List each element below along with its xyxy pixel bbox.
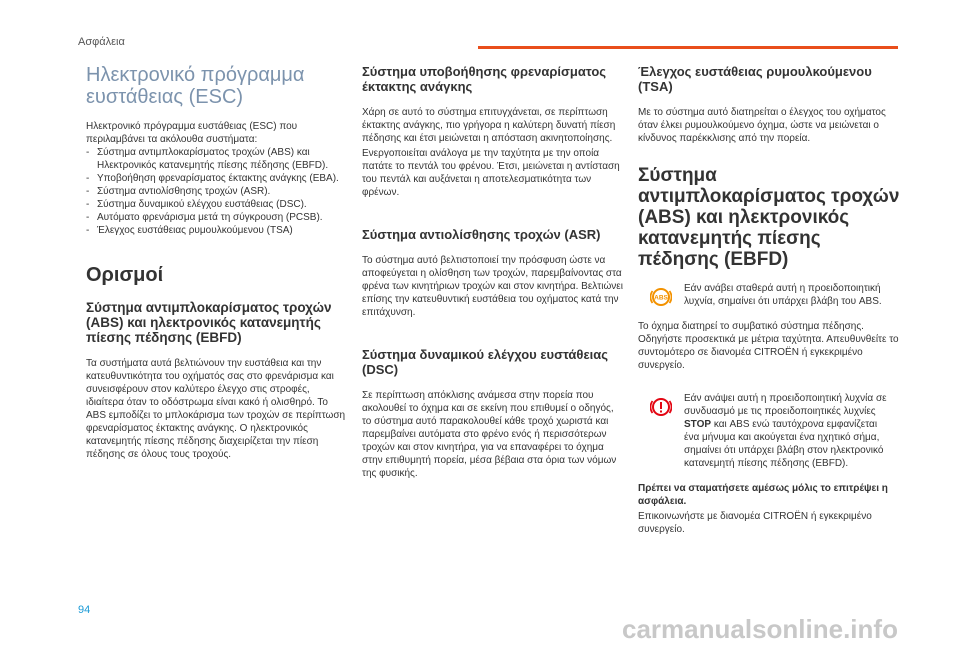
abs-icon-label: ABS xyxy=(654,294,668,302)
list-item: - Σύστημα αντιμπλοκαρίσματος τροχών (ABS) και Ηλεκτρονικός κατανεμητής πίεσης πέδησης (EBFD). xyxy=(86,146,348,172)
asr-text: Το σύστημα αυτό βελτιστοποιεί την πρόσφυση ώστε να αποφεύγεται η ολίσθηση των τροχών, παρεμβαίνοντας στα φρένα των κινητήριων τροχών και στον κινητήρα. Βελτιώνει επίσης την κατευθυντική ευστάθεια του οχήματος κατά την επιτάχυνση. xyxy=(362,255,623,318)
list-item: - Υποβοήθηση φρεναρίσματος έκτακτης ανάγκης (EBA). xyxy=(86,172,348,185)
abs-ebfd-text: Τα συστήματα αυτά βελτιώνουν την ευστάθεια και την κατευθυντικότητα του οχήματός σας στο φρενάρισμα και συνεισφέρουν στον καλύτερο έλεγχο στις στροφές, ιδιαίτερα όταν το οδόστρωμα είναι κακό ή ολισθηρό. Το ABS εμποδίζει το μπλοκάρισμα των τροχών σε περίπτωση φρεναρίσματος έκτακτης ανάγκης. Ο ηλεκτρονικός κατανεμητής πίεσης πέδησης διαχειρίζεται την πίεση πέδησης σε όλους τους τροχούς. xyxy=(86,358,346,460)
abs-ebfd-heading-large: Σύστημα αντιμπλοκαρίσματος τροχών (ABS) και ηλεκτρονικός κατανεμητής πίεσης πέδησης (EBFD) xyxy=(638,165,900,270)
asr-heading: Σύστημα αντιολίσθησης τροχών (ASR) xyxy=(362,227,601,242)
brake-warning-row xyxy=(638,392,900,470)
dsc-text: Σε περίπτωση απόκλισης ανάμεσα στην πορεία που ακολουθεί το όχημα και σε εκείνη που επιθυμεί ο οδηγός, το σύστημα αυτό παρακολουθεί κάθε τροχό χωριστά και παρεμβαίνει αυτόματα στο φρένο ενός ή περισσότερων τροχών και στον κινητήρα, για να επαναφέρει το όχημα στην επιθυμητή πορεία, μέσα βέβαια στα όρια των νόμων της φυσικής. xyxy=(362,390,617,479)
dsc-heading: Σύστημα δυναμικού ελέγχου ευστάθειας (DSC) xyxy=(362,347,608,377)
tsa-heading: Έλεγχος ευστάθειας ρυμουλκούμενου (TSA) xyxy=(638,64,872,94)
column-middle xyxy=(362,64,624,480)
abs-warning-row xyxy=(638,282,900,308)
page-title: Ηλεκτρονικό πρόγραμμα ευστάθειας (ESC) xyxy=(86,64,305,108)
tsa-text: Με το σύστημα αυτό διατηρείται ο έλεγχος του οχήματος όταν έλκει ρυμουλκούμενο όχημα, ώστε να μειώνεται ο κίνδυνος παρέκκλισης από την πορεία. xyxy=(638,107,886,144)
eba-text-2: Ενεργοποιείται ανάλογα με την ταχύτητα με την οποία πατάτε το πεντάλ του φρένου. Έτσι, μειώνεται η αντίσταση του πεντάλ και αυξάνεται η αποτελεσματικότητα των φρένων. xyxy=(362,148,620,198)
abs-warning-text: Εάν ανάβει σταθερά αυτή η προειδοποιητική λυχνία, σημαίνει ότι υπάρχει βλάβη του ABS. xyxy=(684,283,882,307)
brake-warning-text: Εάν ανάψει αυτή η προειδοποιητική λυχνία σε συνδυασμό με τις προειδοποιητικές λυχνίες STOP και ABS ενώ ταυτόχρονα εμφανίζεται ένα μήνυμα και ακούγεται ένα ηχητικό σήμα, σημαίνει ότι υπάρχει βλάβη στον ηλεκτρονικό κατανεμητή πίεσης πέδησης (EBFD). xyxy=(684,393,887,469)
abs-ebfd-heading: Σύστημα αντιμπλοκαρίσματος τροχών (ABS) και ηλεκτρονικός κατανεμητής πίεσης πέδησης (EBFD) xyxy=(86,300,332,345)
abs-note: Το όχημα διατηρεί το συμβατικό σύστημα πέδησης. Οδηγήστε προσεκτικά με μέτρια ταχύτητα. Απευθυνθείτε το συντομότερο σε διανομέα CITROËN ή εγκεκριμένο συνεργείο. xyxy=(638,321,899,371)
list-item: - Σύστημα δυναμικού ελέγχου ευστάθειας (DSC). xyxy=(86,198,348,211)
page-number: 94 xyxy=(78,604,91,616)
stop-label: STOP xyxy=(684,419,712,430)
list-item: - Αυτόματο φρενάρισμα μετά τη σύγκρουση (PCSB). xyxy=(86,211,348,224)
brake-warning-light-icon xyxy=(638,392,684,418)
eba-heading: Σύστημα υποβοήθησης φρεναρίσματος έκτακτης ανάγκης xyxy=(362,64,607,94)
esc-system-list xyxy=(86,146,348,237)
esc-intro: Ηλεκτρονικό πρόγραμμα ευστάθειας (ESC) που περιλαμβάνει τα ακόλουθα συστήματα: xyxy=(86,121,298,145)
column-right xyxy=(638,64,900,536)
abs-warning-light-icon xyxy=(638,282,684,308)
contact-notice: Επικοινωνήστε με διανομέα CITROËN ή εγκεκριμένο συνεργείο. xyxy=(638,511,872,535)
header-accent-bar xyxy=(478,46,898,49)
column-left xyxy=(86,64,348,461)
section-header-label: Ασφάλεια xyxy=(78,36,125,48)
eba-text: Χάρη σε αυτό το σύστημα επιτυγχάνεται, σε περίπτωση έκτακτης ανάγκης, πιο γρήγορα η καλύτερη δυνατή πίεση πέδησης και έτσι μειώνεται η απόσταση ακινητοποίησης. xyxy=(362,107,616,144)
list-item: - Έλεγχος ευστάθειας ρυμουλκούμενου (TSA) xyxy=(86,224,348,237)
list-item: - Σύστημα αντιολίσθησης τροχών (ASR). xyxy=(86,185,348,198)
definitions-heading: Ορισμοί xyxy=(86,264,164,286)
stop-notice: Πρέπει να σταματήσετε αμέσως μόλις το επιτρέψει η ασφάλεια. xyxy=(638,483,888,507)
watermark: carmanualsonline.info xyxy=(622,614,898,644)
